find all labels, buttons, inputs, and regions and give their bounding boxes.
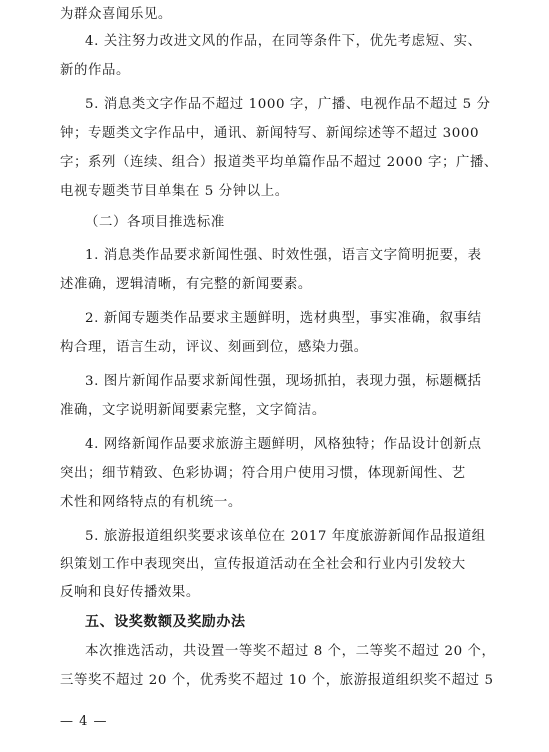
section-heading: 五、设奖数额及奖励办法 xyxy=(85,614,246,630)
text-line: 新的作品。 xyxy=(60,63,130,78)
text-line: 术性和网络特点的有机统一。 xyxy=(60,495,242,510)
text-line: 三等奖不超过 20 个，优秀奖不超过 10 个，旅游报道组织奖不超过 5 xyxy=(60,673,494,688)
text-line: 3. 图片新闻作品要求新闻性强，现场抓拍，表现力强，标题概括 xyxy=(85,374,482,389)
text-line: 织策划工作中表现突出，宣传报道活动在全社会和行业内引发较大 xyxy=(60,557,466,572)
text-line: 突出；细节精致、色彩协调；符合用户使用习惯，体现新闻性、艺 xyxy=(60,466,466,481)
text-line: 5. 旅游报道组织奖要求该单位在 2017 年度旅游新闻作品报道组 xyxy=(85,529,486,544)
text-line: 构合理，语言生动，评议、刻画到位，感染力强。 xyxy=(60,340,368,355)
text-line: 字；系列（连续、组合）报道类平均单篇作品不超过 2000 字；广播、 xyxy=(60,155,498,170)
text-line: 钟；专题类文字作品中，通讯、新闻特写、新闻综述等不超过 3000 xyxy=(60,126,480,141)
text-line: 4. 网络新闻作品要求旅游主题鲜明，风格独特；作品设计创新点 xyxy=(85,437,482,452)
text-line: 本次推选活动，共设置一等奖不超过 8 个，二等奖不超过 20 个， xyxy=(85,644,496,659)
text-line: 反响和良好传播效果。 xyxy=(60,585,200,600)
text-line: 5. 消息类文字作品不超过 1000 字，广播、电视作品不超过 5 分 xyxy=(85,97,491,112)
text-line: 1. 消息类作品要求新闻性强、时效性强，语言文字简明扼要，表 xyxy=(85,248,482,263)
text-line: 准确，文字说明新闻要素完整，文字简洁。 xyxy=(60,403,326,418)
text-line: 电视专题类节目单集在 5 分钟以上。 xyxy=(60,184,289,199)
text-line: 为群众喜闻乐见。 xyxy=(60,7,172,22)
section-subheading: （二）各项目推选标准 xyxy=(85,215,225,230)
text-line: 述准确，逻辑清晰，有完整的新闻要素。 xyxy=(60,277,312,292)
page-number: — 4 — xyxy=(60,714,108,729)
text-line: 4. 关注努力改进文风的作品，在同等条件下，优先考虑短、实、 xyxy=(85,34,482,49)
text-line: 2. 新闻专题类作品要求主题鲜明，选材典型，事实准确，叙事结 xyxy=(85,311,482,326)
